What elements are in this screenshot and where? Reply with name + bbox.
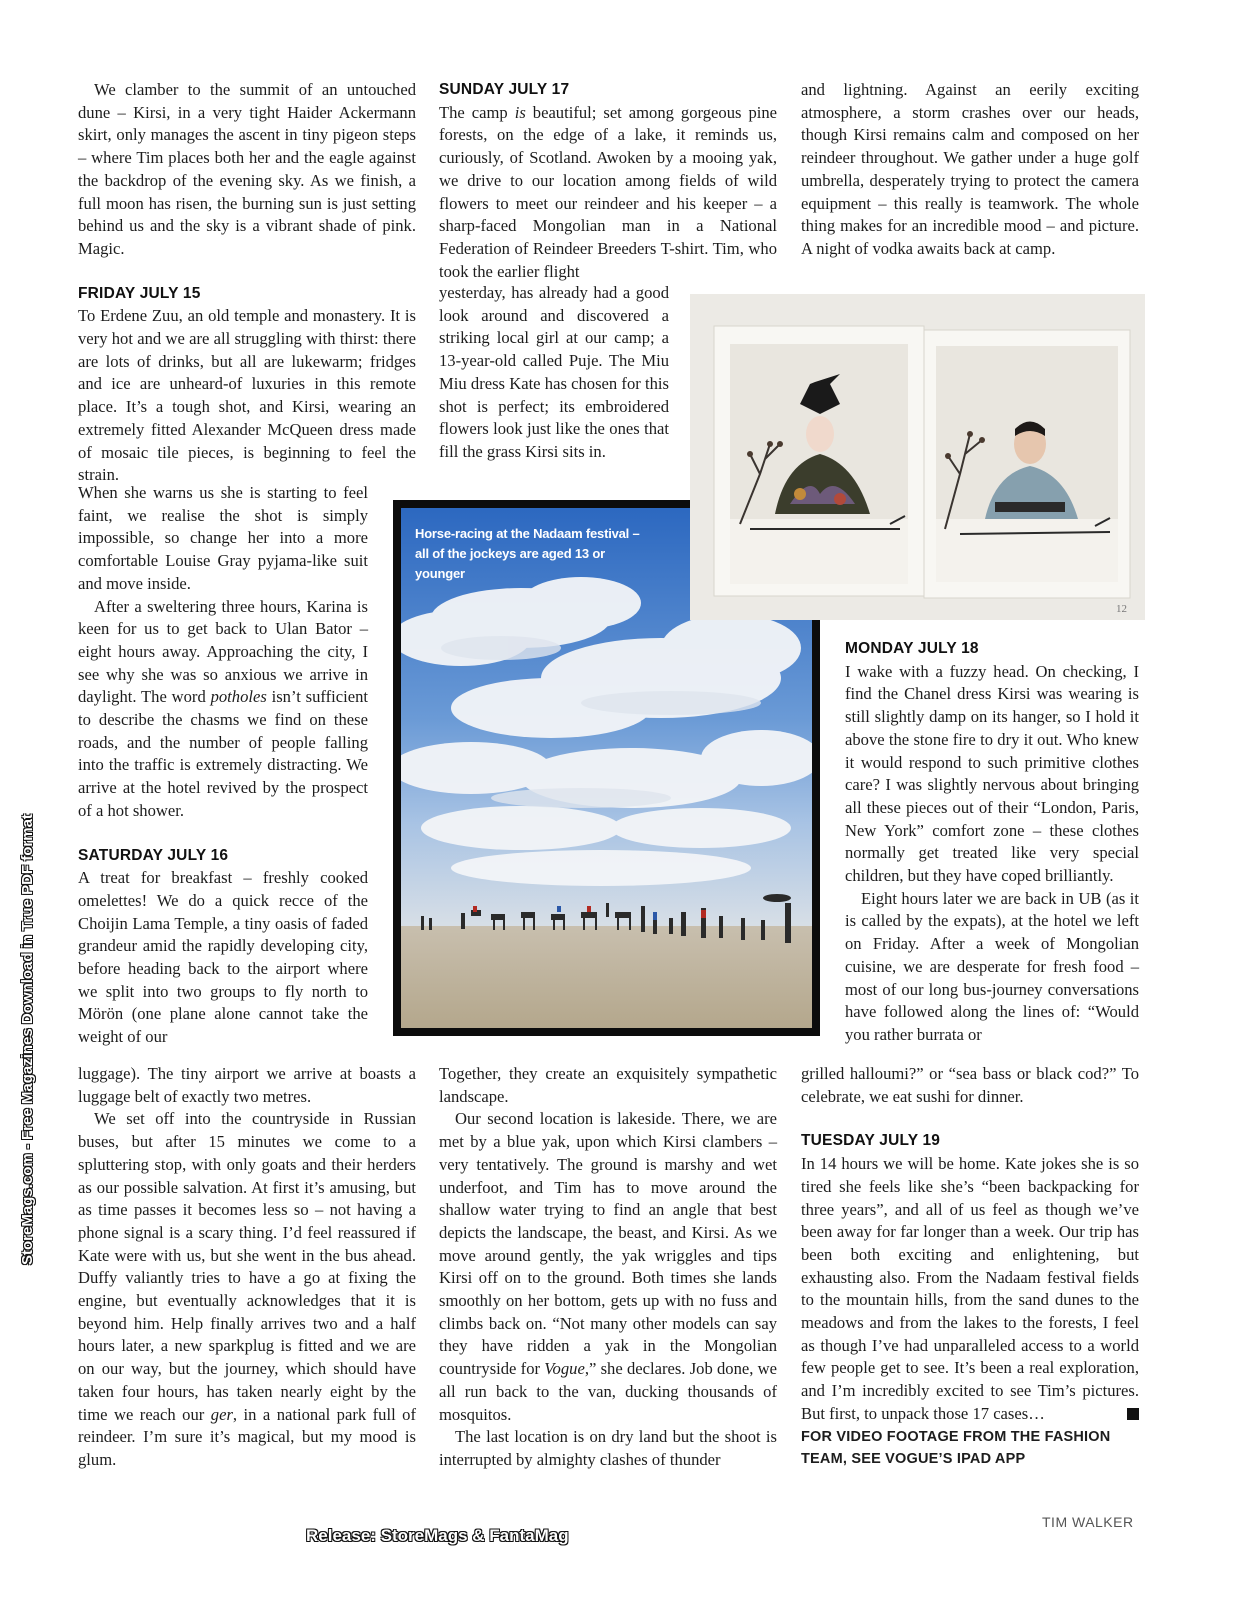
end-mark-icon xyxy=(1127,1408,1139,1420)
sunday-paragraph-4 xyxy=(439,1108,777,1426)
heading-friday: FRIDAY JULY 15 xyxy=(78,284,201,302)
video-footage-note: FOR VIDEO FOOTAGE FROM THE FASHION TEAM, SEE VOGUE’S IPAD APP xyxy=(801,1428,1111,1468)
column-3-top xyxy=(801,79,1139,261)
column-3-bottom xyxy=(801,1063,1139,1471)
monday-paragraph-3: grilled halloumi?” or “sea bass or black cod?” To celebrate, we eat sushi for dinner. xyxy=(801,1064,1139,1106)
sunday-text-d: ,” she declares. Job done, we all run back to the van, ducking thousands of mosquitos. xyxy=(439,1359,777,1424)
heading-monday: MONDAY JULY 18 xyxy=(845,640,979,657)
polaroid-number: 12 xyxy=(1116,603,1127,615)
friday-paragraph-2: When she warns us she is starting to feel faint, we realise the shot is simply impossible, so change her into a more comfortable Louise Gray pyjama-like suit and move inside. xyxy=(78,483,368,593)
column-1-top xyxy=(78,79,416,487)
polaroid-photo xyxy=(690,294,1145,620)
saturday-text-a: We set off into the countryside in Russian buses, but after 15 minutes we come to a spluttering stop, with only goats and their herders as our possible salvation. At first it’s amusing, but as time passes it becomes less so – not having a phone signal is a scary thing. I’d feel reassured if Kate were with us, but she went in the bus ahead. Duffy valiantly tries to have a go at fixing the engine, but eventually acknowledges that it is beyond him. Help finally arrives two and a half hours later, a new sparkplug is fitted and we are on our way, but the journey, which should have taken four hours, has taken nearly eight by the time we reach our xyxy=(78,1109,416,1424)
polaroid-portraits-illustration xyxy=(690,294,1145,620)
sunday-text-em-2: Vogue xyxy=(544,1359,585,1379)
saturday-paragraph-3 xyxy=(78,1108,416,1471)
photo-caption: Horse-racing at the Nadaam festival – all of the jockeys are aged 13 or younger xyxy=(415,526,640,581)
photographer-credit: TIM WALKER xyxy=(1042,1514,1134,1530)
column-2-top xyxy=(439,79,777,283)
sunday-paragraph-3: Together, they create an exquisitely sympathetic landscape. xyxy=(439,1064,777,1106)
friday-text-em: potholes xyxy=(210,687,267,707)
column-2-narrow xyxy=(439,282,669,464)
column-1-narrow xyxy=(78,482,368,1049)
sunday-text-b: beautiful; set among gorgeous pine forests, on the edge of a lake, it reminds us, curiously, of Scotland. Awoken by a mooing yak, we drive to our location among fields of wild flowers to meet our reindeer and his keeper – a sharp-faced Mongolian man in a National Federation of Reindeer Breeders T-shirt. Tim, who took the earlier flight xyxy=(439,102,778,281)
saturday-paragraph-1: A treat for breakfast – freshly cooked omelettes! We do a quick recce of the Choijin Lama Temple, a tiny oasis of faded grandeur amid the rapidly developing city, before heading back to the airport where we split into two groups to fly north to Mörön (one plane alone cannot take the weight of our xyxy=(78,868,368,1047)
friday-paragraph-1: To Erdene Zuu, an old temple and monastery. It is very hot and we are all struggling with thirst: there are lots of drinks, but all are lukewarm; fridges and ice are unheard-of luxuries in this remote place. It’s a tough shot, and Kirsi, wearing an extremely fitted Alexander McQueen dress made of mosaic tile pieces, is beginning to feel the strain. xyxy=(78,306,416,485)
sunday-text-em: is xyxy=(514,102,526,122)
column-2-bottom xyxy=(439,1063,777,1472)
monday-paragraph-2: Eight hours later we are back in UB (as it is called by the expats), at the hotel we left on Friday. After a week of Mongolian cuisine, we are desperate for fresh food – most of our long bus-journey conversations have followed along the lines of: “Would you rather burrata or xyxy=(845,888,1139,1044)
tuesday-paragraph xyxy=(801,1153,1139,1425)
friday-paragraph-3 xyxy=(78,596,368,823)
tuesday-text: In 14 hours we will be home. Kate jokes she is so tired she feels like she’s “been backpacking for three years”, and all of us feel as though we’ve been away for far longer than a week. Our trip has been both exciting and enlightening, but exhausting also. From the Nadaam festival fields to the mountain hills, from the sand dunes to the meadows and from the lakes to the forests, I feel as though I’ve had unparalleled access to a world few people get to see. It’s been a real exploration, and I’m incredibly excited to see Tim’s pictures. But first, to unpack those 17 cases… xyxy=(801,1154,1139,1423)
friday-text-a: After a sweltering three hours, Karina is keen for us to get back to Ulan Bator – eight hours away. Approaching the city, I see why she was so anxious we arrive in daylight. The word xyxy=(78,596,368,707)
sunday-paragraph-2: yesterday, has already had a good look around and discovered a striking local girl at our camp; a 13-year-old called Puje. The Miu Miu dress Kate has chosen for this shot is perfect; its embroidered flowers look just like the ones that fill the grass Kirsi sits in. xyxy=(439,283,669,461)
sunday-text-c: Our second location is lakeside. There, we are met by a blue yak, upon which Kirsi clambers – very tentatively. The ground is marshy and wet underfoot, and Tim has to move around the shallow water trying to find an angle that best depicts the landscape, the beast, and Kirsi. As we move around gently, the yak wriggles and tips Kirsi off on to the ground. Both times she lands smoothly on her bottom, gets up with no fuss and climbs back on. “Not many other models can say they have ridden a yak in the Mongolian countryside for xyxy=(439,1109,777,1379)
sunday-text-a: The camp xyxy=(439,102,515,122)
heading-sunday: SUNDAY JULY 17 xyxy=(439,81,570,98)
friday-text-b: isn’t sufficient to describe the chasms we find on these roads, and the number of people falling into the traffic is extremely distracting. We arrive at the hotel revived by the prospect of a hot shower. xyxy=(78,687,368,820)
heading-tuesday: TUESDAY JULY 19 xyxy=(801,1132,941,1150)
saturday-text-b: , in a national park full of reindeer. I’m sure it’s magical, but my mood is glum. xyxy=(78,1404,416,1469)
heading-saturday: SATURDAY JULY 16 xyxy=(78,846,229,864)
saturday-text-em: ger xyxy=(210,1404,233,1424)
storm-paragraph: and lightning. Against an eerily exciting atmosphere, a storm crashes over our heads, though Kirsi remains calm and composed on her reindeer throughout. We gather under a huge golf umbrella, desperately trying to protect the camera equipment – this really is teamwork. The whole thing makes for an incredible mood – and picture. A night of vodka awaits back at camp. xyxy=(801,80,1139,258)
saturday-paragraph-2: luggage). The tiny airport we arrive at boasts a luggage belt of exactly two metres. xyxy=(78,1064,416,1106)
column-1-bottom xyxy=(78,1063,416,1472)
column-3-monday xyxy=(845,638,1139,1047)
monday-paragraph-1: I wake with a fuzzy head. On checking, I find the Chanel dress Kirsi was wearing is still slightly damp on its hanger, so I hold it above the stone fire to dry it out. Who knew it would respond to such primitive clothes care? I was slightly nervous about bringing all these pieces out of their “London, Paris, New York” comfort zone – these clothes normally get treated like very special children, but they have coped brilliantly. xyxy=(845,661,1139,886)
bottom-watermark: Release: StoreMags & FantaMag xyxy=(306,1526,569,1545)
side-watermark: StoreMags.com - Free Magazines Download in True PDF format xyxy=(19,814,36,1265)
sunday-paragraph-5: The last location is on dry land but the shoot is interrupted by almighty clashes of thunder xyxy=(439,1427,777,1469)
sunday-paragraph-1 xyxy=(439,102,777,284)
intro-paragraph: We clamber to the summit of an untouched dune – Kirsi, in a very tight Haider Ackermann skirt, only manages the ascent in tiny pigeon steps – where Tim places both her and the eagle against the backdrop of the evening sky. As we finish, a full moon has risen, the burning sun is just setting behind us and the sky is a vibrant shade of pink. Magic. xyxy=(78,80,416,258)
